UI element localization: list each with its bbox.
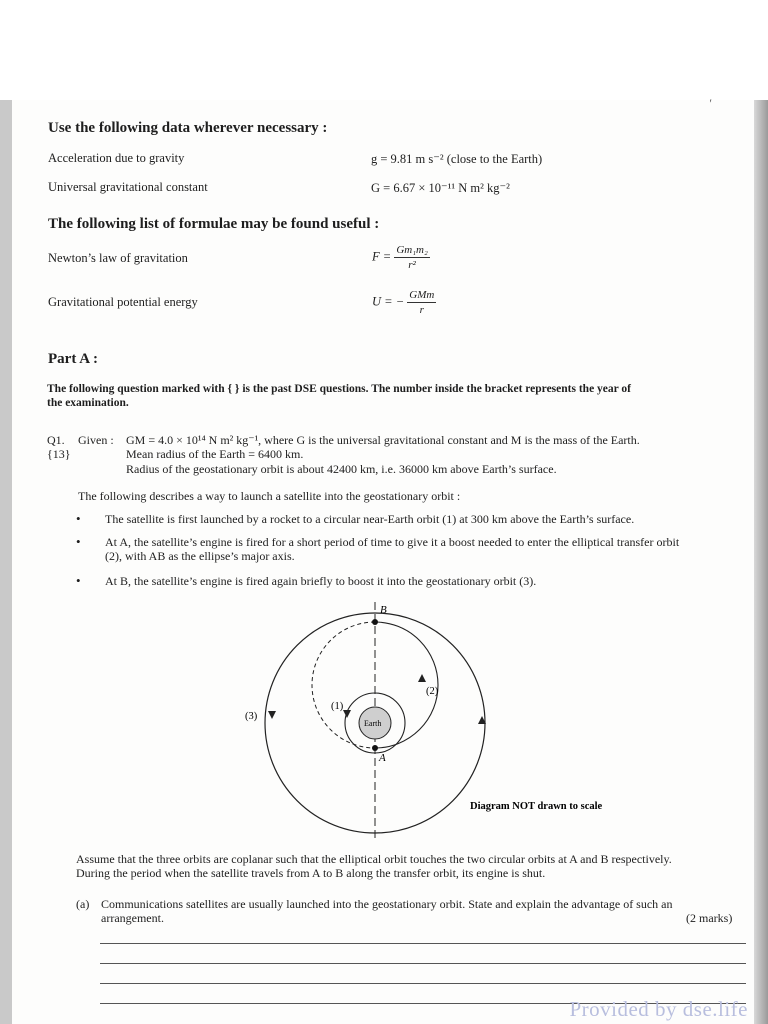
orbit-diagram xyxy=(200,598,640,843)
part-a-title: Part A : xyxy=(48,351,98,367)
arrow-orbit-2 xyxy=(418,674,426,682)
arrow-orbit-3-left xyxy=(268,711,276,719)
assume-2: During the period when the satellite travels from A to B along the transfer orbit, its engine is shut. xyxy=(76,866,546,880)
marks: (2 marks) xyxy=(686,911,733,925)
part-a-note-2: the examination. xyxy=(47,397,129,409)
part-a-question-1: Communications satellites are usually launched into the geostationary orbit. State and explain the advantage of such an xyxy=(101,897,673,911)
answer-line-2[interactable] xyxy=(100,963,746,964)
gconst-label: Universal gravitational constant xyxy=(48,180,208,194)
corner-mark: ′ xyxy=(709,96,712,110)
label-a: A xyxy=(379,752,386,764)
part-a-label: (a) xyxy=(76,897,90,911)
gconst-value: G = 6.67 × 10⁻¹¹ N m² kg⁻² xyxy=(371,181,510,195)
gpe-numerator: GMm xyxy=(409,289,435,301)
point-b xyxy=(372,619,378,625)
bullet-1: The satellite is first launched by a rocket to a circular near-Earth orbit (1) at 300 km above the Earth’s surface. xyxy=(105,512,635,526)
watermark: Provided by dse.life xyxy=(569,997,748,1021)
bullet-3: At B, the satellite’s engine is fired again briefly to boost it into the geostationary orbit (3). xyxy=(105,574,537,588)
answer-line-1[interactable] xyxy=(100,943,746,944)
assume-1: Assume that the three orbits are coplanar such that the elliptical orbit touches the two circular orbits at A and B respectively. xyxy=(76,852,672,866)
right-scan-edge xyxy=(754,100,768,1024)
part-a-note-1: The following question marked with { } is the past DSE questions. The number inside the bracket represents the year of xyxy=(47,383,632,395)
gravity-label: Acceleration due to gravity xyxy=(48,151,185,165)
label-orbit-3: (3) xyxy=(245,711,258,722)
q1-given-3: Radius of the geostationary orbit is about 42400 km, i.e. 36000 km above Earth’s surface. xyxy=(126,462,557,476)
q1-number: Q1. xyxy=(47,433,65,447)
diagram-caption: Diagram NOT drawn to scale xyxy=(470,801,603,812)
newton-label: Newton’s law of gravitation xyxy=(48,251,188,265)
newton-lhs: F = xyxy=(372,249,392,264)
label-b: B xyxy=(380,604,387,616)
bullet-3-symbol: • xyxy=(76,573,81,588)
formula-heading: The following list of formulae may be found useful : xyxy=(48,216,380,232)
q1-given-label: Given : xyxy=(78,433,114,447)
newton-fraction xyxy=(394,244,429,271)
gpe-label: Gravitational potential energy xyxy=(48,295,198,309)
gpe-fraction xyxy=(407,289,436,316)
top-margin xyxy=(0,0,768,100)
label-orbit-1: (1) xyxy=(331,701,344,712)
newton-denominator: r² xyxy=(408,259,416,271)
answer-line-3[interactable] xyxy=(100,983,746,984)
q1-given-1: GM = 4.0 × 10¹⁴ N m² kg⁻¹, where G is the universal gravitational constant and M is the mass of the Earth. xyxy=(126,433,640,447)
bullet-2-symbol: • xyxy=(76,534,81,549)
gpe-lhs: U = − xyxy=(372,294,405,309)
label-orbit-2: (2) xyxy=(426,686,439,697)
gpe-denominator: r xyxy=(419,304,424,316)
label-earth: Earth xyxy=(364,719,382,728)
newton-numerator: Gm₁m₂ xyxy=(396,244,428,256)
gravity-value: g = 9.81 m s⁻² (close to the Earth) xyxy=(371,152,543,166)
point-a xyxy=(372,745,378,751)
arrow-orbit-1 xyxy=(343,710,351,718)
data-heading: Use the following data wherever necessary : xyxy=(48,120,328,136)
part-a-question-2: arrangement. xyxy=(101,911,164,925)
bullet-2a: At A, the satellite’s engine is fired for a short period of time to give it a boost needed to enter the elliptical transfer orbit xyxy=(105,535,680,549)
bullet-1-symbol: • xyxy=(76,511,81,526)
newton-formula xyxy=(372,244,430,271)
q1-year: {13} xyxy=(47,447,71,461)
left-scan-edge xyxy=(0,100,12,1024)
q1-given-2: Mean radius of the Earth = 6400 km. xyxy=(126,447,304,461)
gpe-formula xyxy=(372,289,436,316)
q1-intro: The following describes a way to launch a satellite into the geostationary orbit : xyxy=(78,489,461,503)
bullet-2b: (2), with AB as the ellipse’s major axis. xyxy=(105,549,295,563)
